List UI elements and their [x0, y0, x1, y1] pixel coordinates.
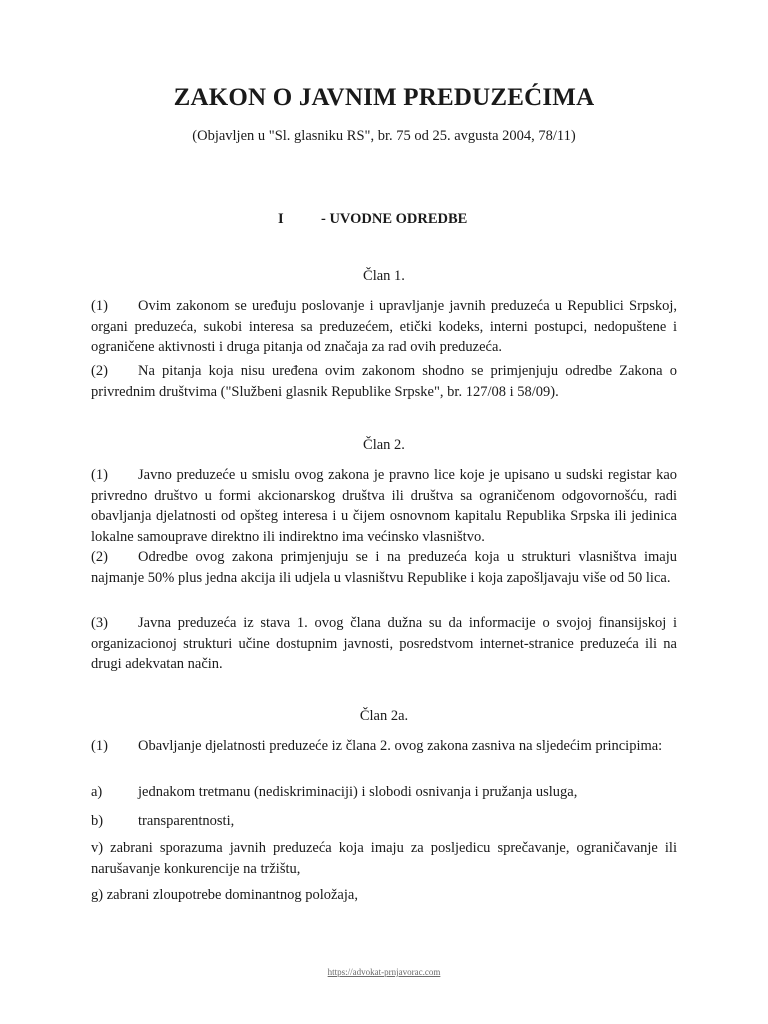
paragraph-text: Na pitanja koja nisu uređena ovim zakonom shodno se primjenjuju odredbe Zakona o privrednim društvima ("Službeni glasnik Republike Srpske", br. 127/08 i 58/09).	[91, 363, 677, 400]
section-title: - UVODNE ODREDBE	[321, 211, 468, 227]
article-heading-2: Član 2.	[363, 437, 405, 453]
article-1-paragraph-1	[91, 296, 677, 358]
paragraph-text: Javno preduzeće u smislu ovog zakona je pravno lice koje je upisano u sudski registar kao privredno društvo u formi akcionarskog društva ili društva sa ograničenom odgovornošću, radi obavljanja djelatnosti od opšteg interesa i u čijem osnovnom kapitalu Republika Srpska ili jedinica lokalne samouprave direktno ili indirektno ima većinsko vlasništvo.	[91, 467, 677, 545]
section-number: I	[278, 211, 284, 227]
article-2a-item-g: g) zabrani zloupotrebe dominantnog položaja,	[91, 887, 358, 903]
paragraph-label: (1)	[91, 298, 108, 314]
paragraph-text: Odredbe ovog zakona primjenjuju se i na preduzeća koja u strukturi vlasništva imaju najmanje 50% plus jedna akcija ili udjela u vlasništvu Republike i koja zapošljavaju više od 50 lica.	[91, 549, 677, 586]
article-2a-item-a	[91, 782, 677, 803]
article-2a-item-v: v) zabrani sporazuma javnih preduzeća koja imaju za posljedicu sprečavanje, ograničavanje ili narušavanje konkurencije na tržištu,	[91, 840, 677, 877]
paragraph-text: Javna preduzeća iz stava 1. ovog člana dužna su da informacije o svojoj finansijskoj i organizacionoj strukturi učine dostupnim javnosti, posredstvom internet-stranice preduzeća ili na drugi adekvatan način.	[91, 615, 677, 672]
article-heading-2a: Član 2a.	[359, 708, 409, 724]
paragraph-label: (3)	[91, 615, 108, 631]
paragraph-label: (2)	[91, 363, 108, 379]
article-2a-item-b	[91, 811, 677, 832]
article-2a-paragraph-1	[91, 736, 677, 757]
item-text: jednakom tretmanu (nediskriminaciji) i slobodi osnivanja i pružanja usluga,	[138, 784, 578, 800]
item-text: transparentnosti,	[138, 813, 235, 829]
article-2-paragraph-1	[91, 465, 677, 547]
article-2-paragraph-2	[91, 547, 677, 588]
paragraph-label: (1)	[91, 738, 108, 754]
paragraph-label: (2)	[91, 549, 108, 565]
item-label: a)	[91, 784, 103, 800]
section-heading	[278, 211, 467, 228]
article-heading-1: Član 1.	[363, 268, 405, 284]
law-title: ZAKON O JAVNIM PREDUZEĆIMA	[173, 84, 595, 111]
article-2-paragraph-3	[91, 613, 677, 675]
item-label: b)	[91, 813, 104, 829]
article-1-paragraph-2	[91, 361, 677, 402]
footer-website-link[interactable]: https://advokat-prnjavorac.com	[327, 967, 441, 977]
paragraph-label: (1)	[91, 467, 108, 483]
paragraph-text: Obavljanje djelatnosti preduzeće iz člana 2. ovog zakona zasniva na sljedećim principima:	[138, 738, 663, 754]
paragraph-text: Ovim zakonom se uređuju poslovanje i upravljanje javnih preduzeća u Republici Srpskoj, organi preduzeća, sukobi interesa sa preduzećem, etički kodeks, interni postupci, nedopuštene i ograničene aktivnosti i druga pitanja od značaja za rad ovih preduzeća.	[91, 298, 677, 355]
publication-note: (Objavljen u "Sl. glasniku RS", br. 75 od 25. avgusta 2004, 78/11)	[192, 128, 576, 144]
